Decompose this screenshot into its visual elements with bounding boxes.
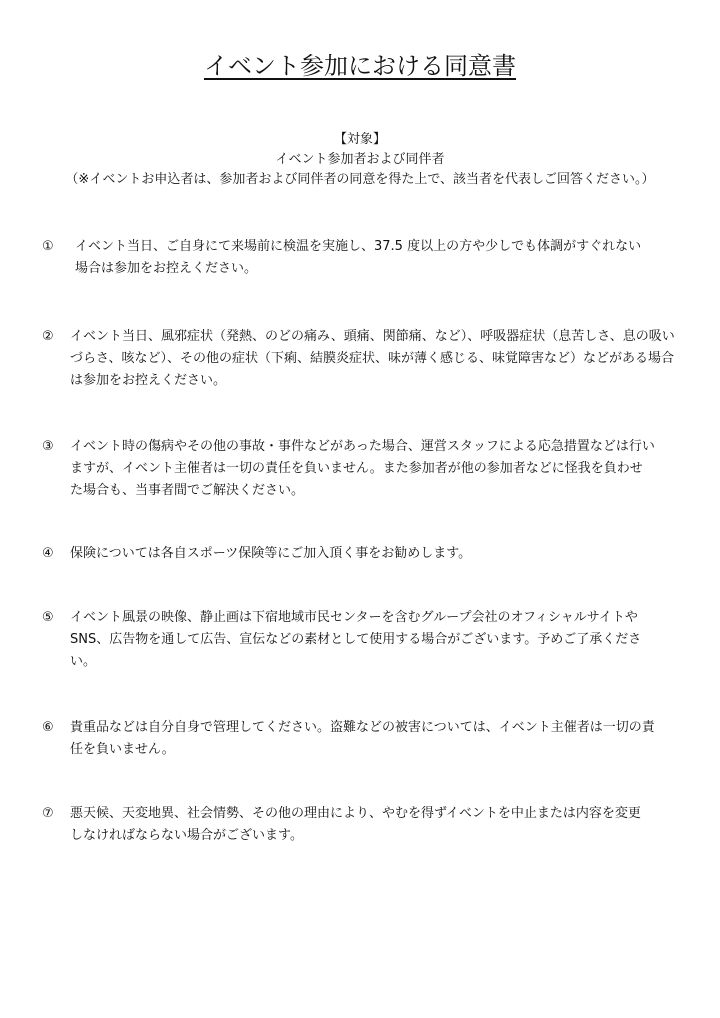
item-text [70, 717, 692, 761]
item-line: た場合も、当事者間でご解決ください。 [70, 483, 305, 498]
item-text [70, 803, 692, 847]
item-line: 貴重品などは自分自身で管理してください。盗難などの被害については、イベント主催者は一切の責 [70, 720, 655, 735]
item-number: ② [42, 329, 54, 344]
target-subject: イベント参加者および同伴者 [275, 152, 445, 167]
item-line: 任を負いません。 [70, 742, 175, 757]
consent-item-3 [42, 436, 692, 502]
consent-item-7 [42, 803, 692, 847]
item-number: ① [42, 239, 54, 254]
item-line: しなければならない場合がございます。 [70, 828, 303, 843]
item-number: ⑥ [42, 720, 54, 735]
consent-item-5 [42, 607, 692, 673]
item-line: は参加をお控えください。 [70, 373, 227, 388]
consent-item-4 [42, 543, 692, 565]
item-line: イベント風景の映像、静止画は下宿地域市民センターを含むグループ会社のオフィシャルサイトや [70, 610, 638, 625]
item-text [70, 607, 692, 673]
item-number: ④ [42, 546, 54, 561]
item-number: ③ [42, 439, 54, 454]
item-line: 場合は参加をお控えください。 [75, 261, 258, 276]
item-line: イベント当日、ご自身にて来場前に検温を実施し、37.5 度以上の方や少しでも体調がすぐれない [75, 239, 642, 254]
item-text [70, 326, 692, 392]
item-number: ⑦ [42, 806, 54, 821]
consent-item-2 [42, 326, 692, 392]
item-line: 悪天候、天変地異、社会情勢、その他の理由により、やむを得ずイベントを中止または内容を変更 [70, 806, 641, 821]
target-heading: 【対象】 [333, 132, 386, 147]
item-line: い。 [70, 654, 97, 669]
item-line: イベント当日、風邪症状（発熱、のどの痛み、頭痛、関節痛、など）、呼吸器症状（息苦しさ、息の吸い [70, 329, 675, 344]
item-text [75, 236, 692, 280]
document-title-text: イベント参加における同意書 [204, 52, 516, 80]
item-line: づらさ、咳など）、その他の症状（下痢、結膜炎症状、味が薄く感じる、味覚障害など）などがある場合 [70, 351, 674, 366]
consent-item-1 [42, 236, 692, 280]
item-line: SNS、広告物を通して広告、宣伝などの素材として使用する場合がございます。予めご了承くださ [70, 632, 642, 647]
item-number: ⑤ [42, 610, 54, 625]
item-text [70, 543, 692, 565]
item-line: 保険については各自スポーツ保険等にご加入頂く事をお勧めします。 [70, 546, 472, 561]
target-section [0, 130, 720, 190]
item-text [70, 436, 692, 502]
consent-item-6 [42, 717, 692, 761]
target-note: （※イベントお申込者は、参加者および同伴者の同意を得た上で、該当者を代表しご回答ください。） [65, 172, 655, 187]
item-line: イベント時の傷病やその他の事故・事件などがあった場合、運営スタッフによる応急措置などは行い [70, 439, 655, 454]
document-title [0, 50, 720, 82]
item-line: ますが、イベント主催者は一切の責任を負いません。また参加者が他の参加者などに怪我を負わせ [70, 461, 643, 476]
